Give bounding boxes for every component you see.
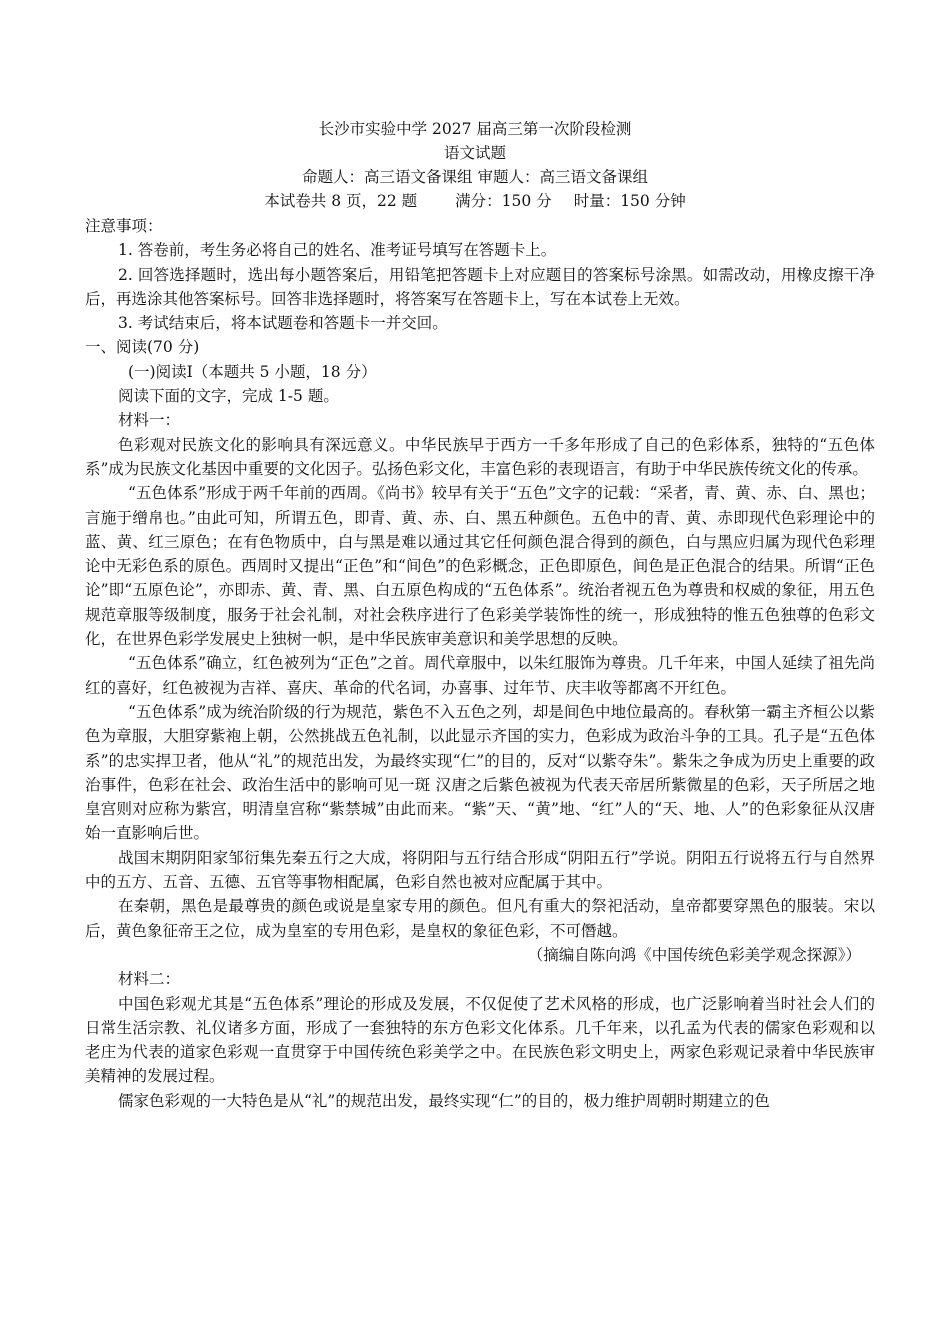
material2-paragraph-1: 中国色彩观尤其是“五色体系”理论的形成及发展，不仅促使了艺术风格的形成，也广泛影响着当时社会人们的日常生活宗教、礼仪诸多方面，形成了一套独特的东方色彩文化体系。几千年来，以孔孟为代表的儒家色彩观和以老庄为代表的道家色彩观一直贯穿于中国传统色彩美学之中。在民族色彩文明史上，两家色彩观记录着中华民族审美精神的发展过程。	[85, 994, 875, 1086]
notice-item-2: 2. 回答选择题时，选出每小题答案后，用铅笔把答题卡上对应题目的答案标号涂黑。如需改动，用橡皮擦干净后，再选涂其他答案标号。回答非选择题时，将答案写在答题卡上，写在本试卷上无效。	[85, 265, 875, 308]
material1-paragraph-2: “五色体系”形成于两千年前的西周。《尚书》较早有关于“五色”文字的记载：“采者，青、黄、赤、白、黑也；言施于缯帛也。”由此可知，所谓五色，即青、黄、赤、白、黑五种颜色。五色中的青、黄、赤即现代色彩理论中的蓝、黄、红三原色；在有色物质中，白与黑是难以通过其它任何颜色混合得到的颜色，白与黑应归属为现代色彩理论中无彩色系的原色。西周时又提出“正色”和“间色”的色彩概念，正色即原色，间色是正色混合的结果。所谓“正色论”即“五原色论”，亦即赤、黄、青、黑、白五原色构成的“五色体系”。统治者视五色为尊贵和权威的象征，用五色规范章服等级制度，服务于社会礼制，对社会秩序进行了色彩美学装饰性的统一，形成独特的惟五色独尊的色彩文化，在世界色彩学发展史上独树一帜，是中华民族审美意识和美学思想的反映。	[85, 484, 875, 649]
exam-info-line	[0, 189, 950, 213]
material1-paragraph-5: 战国末期阴阳家邹衍集先秦五行之大成，将阴阳与五行结合形成“阴阳五行”学说。阴阳五行说将五行与自然界中的五方、五音、五德、五官等事物相配属，色彩自然也被对应配属于其中。	[85, 848, 875, 892]
section-subtitle: (一)阅读Ⅰ（本题共 5 小题，18 分）	[128, 362, 377, 381]
notice-item-1: 1. 答卷前，考生务必将自己的姓名、准考证号填写在答题卡上。	[118, 241, 557, 260]
material1-source: （摘编自陈向鸿《中国传统色彩美学观念探源》）	[527, 945, 861, 964]
info-time: 时量：150 分钟	[573, 192, 686, 210]
material1-paragraph-1: 色彩观对民族文化的影响具有深远意义。中华民族早于西方一千多年形成了自己的色彩体系，独特的“五色体系”成为民族文化基因中重要的文化因子。弘扬色彩文化，丰富色彩的表现语言，有助于中华民族传统文化的传承。	[85, 435, 875, 478]
authors-line: 命题人：高三语文备课组 审题人：高三语文备课组	[302, 168, 648, 186]
section-instruction: 阅读下面的文字，完成 1-5 题。	[118, 387, 339, 406]
info-score: 满分：150 分	[455, 192, 552, 210]
material1-label: 材料一：	[118, 411, 181, 430]
info-pages: 本试卷共 8 页，22 题	[264, 192, 418, 210]
material1-paragraph-4: “五色体系”成为统治阶级的行为规范，紫色不入五色之列，却是间色中地位最高的。春秋第一霸主齐桓公以紫色为章服，大胆穿紫袍上朝，公然挑战五色礼制，以此显示齐国的实力，色彩成为政治斗争的工具。孔子是“五色体系”的忠实捍卫者，他从“礼”的规范出发，为最终实现“仁”的目的，反对“以紫夺朱”。紫朱之争成为历史上重要的政治事件，色彩在社会、政治生活中的影响可见一斑 汉唐之后紫色被视为代表天帝居所紫微星的色彩，天子所居之地皇宫则对应称为紫宫，明清皇宫称“紫禁城”由此而来。“紫”天、“黄”地、“红”人的“天、地、人”的色彩象征从汉唐始一直影响后世。	[85, 702, 875, 843]
subject-title: 语文试题	[443, 144, 506, 162]
material2-label: 材料二：	[118, 970, 181, 989]
notice-item-3: 3. 考试结束后，将本试题卷和答题卡一并交回。	[118, 314, 448, 333]
notice-heading: 注意事项：	[85, 217, 163, 235]
material2-paragraph-2: 儒家色彩观的一大特色是从“礼”的规范出发，最终实现“仁”的目的，极力维护周朝时期建立的色	[118, 1091, 770, 1110]
section-title: 一、阅读(70 分)	[85, 338, 200, 357]
material1-paragraph-6: 在秦朝，黑色是最尊贵的颜色或说是皇家专用的颜色。但凡有重大的祭祀活动，皇帝都要穿黑色的服装。宋以后，黄色象征帝王之位，成为皇室的专用色彩，是皇权的象征色彩，不可僭越。	[85, 897, 875, 940]
exam-title: 长沙市实验中学 2027 届高三第一次阶段检测	[318, 120, 632, 138]
exam-body	[85, 214, 875, 1113]
material1-paragraph-3: “五色体系”确立，红色被列为“正色”之首。周代章服中，以朱红服饰为尊贵。几千年来，中国人延续了祖先尚红的喜好，红色被视为吉祥、喜庆、革命的代名词，办喜事、过年节、庆丰收等都离不开红色。	[85, 654, 875, 697]
